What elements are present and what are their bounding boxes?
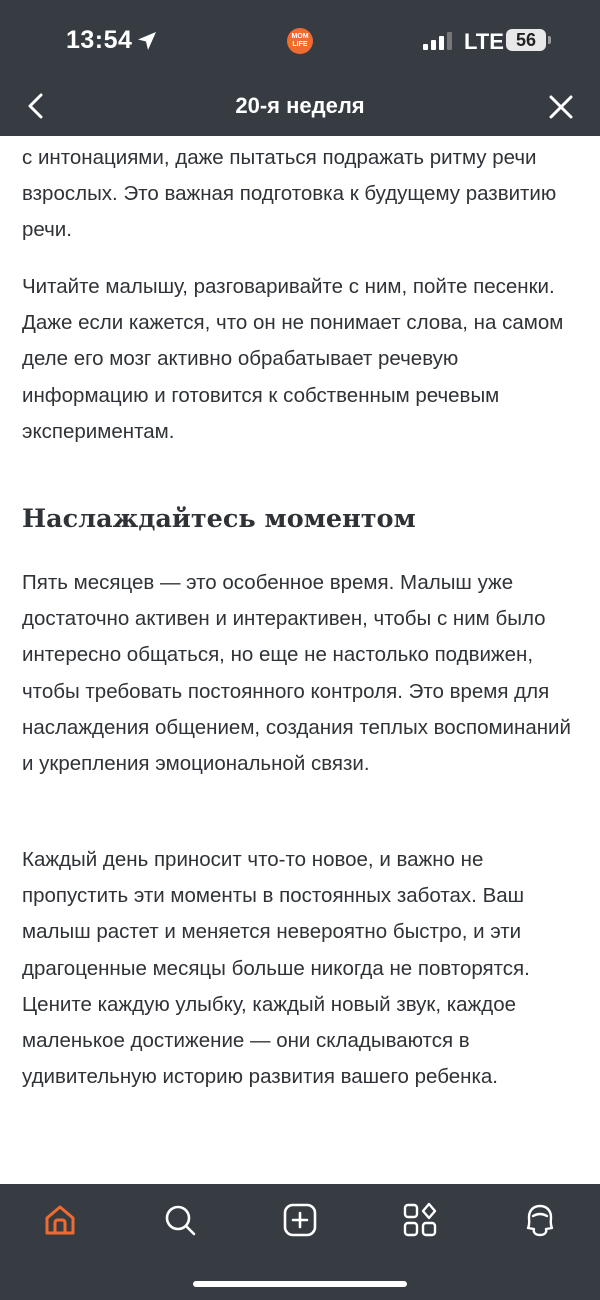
signal-icon — [423, 32, 455, 50]
search-icon — [162, 1202, 198, 1238]
tab-home[interactable] — [38, 1198, 82, 1242]
app-logo-icon: MOM LIFE — [287, 28, 313, 54]
tab-search[interactable] — [158, 1198, 202, 1242]
article-paragraph: с интонациями, даже пытаться подражать ритму речи взрослых. Это важная подготовка к будущему развитию речи. — [22, 146, 557, 242]
network-type: LTE — [464, 29, 504, 54]
battery-cap — [548, 36, 551, 44]
status-bar — [0, 0, 600, 80]
close-button[interactable] — [544, 90, 578, 124]
home-icon — [42, 1202, 78, 1238]
add-icon — [282, 1202, 318, 1238]
article-paragraph: Каждый день приносит что-то новое, и важно не пропустить эти моменты в постоянных заботах. Ваш малыш растет и меняется невероятно быстро, и эти драгоценные месяцы больше никогда не повторятся. Цените каждую улыбку, каждый новый звук, каждое маленькое достижение — они складываются в удивительную историю развития вашего ребенка. — [22, 848, 530, 1089]
battery-icon: 56 — [506, 29, 546, 51]
location-arrow-icon — [136, 30, 158, 52]
status-time: 13:54 — [66, 26, 133, 54]
tab-services[interactable] — [398, 1198, 442, 1242]
article-paragraph: Читайте малышу, разговаривайте с ним, пойте песенки. Даже если кажется, что он не понимает слова, на самом деле его мозг активно обрабатывает речевую информацию и готовится к собственным речевым экспериментам. — [22, 275, 564, 443]
page-title: 20-я неделя — [235, 93, 365, 118]
tab-profile[interactable] — [518, 1198, 562, 1242]
article-paragraph: Пять месяцев — это особенное время. Малыш уже достаточно активен и интерактивен, чтобы с ним было интересно общаться, но еще не настолько подвижен, чтобы требовать постоянного контроля. Это время для наслаждения общением, создания теплых воспоминаний и укрепления эмоциональной связи. — [22, 571, 571, 776]
services-grid-icon — [402, 1202, 438, 1238]
tab-add[interactable] — [278, 1198, 322, 1242]
home-indicator — [193, 1281, 407, 1287]
nav-bar — [0, 80, 600, 136]
profile-icon — [522, 1202, 558, 1238]
tab-bar — [0, 1184, 600, 1300]
close-icon — [548, 94, 574, 120]
section-heading: Наслаждайтесь моментом — [22, 504, 416, 534]
